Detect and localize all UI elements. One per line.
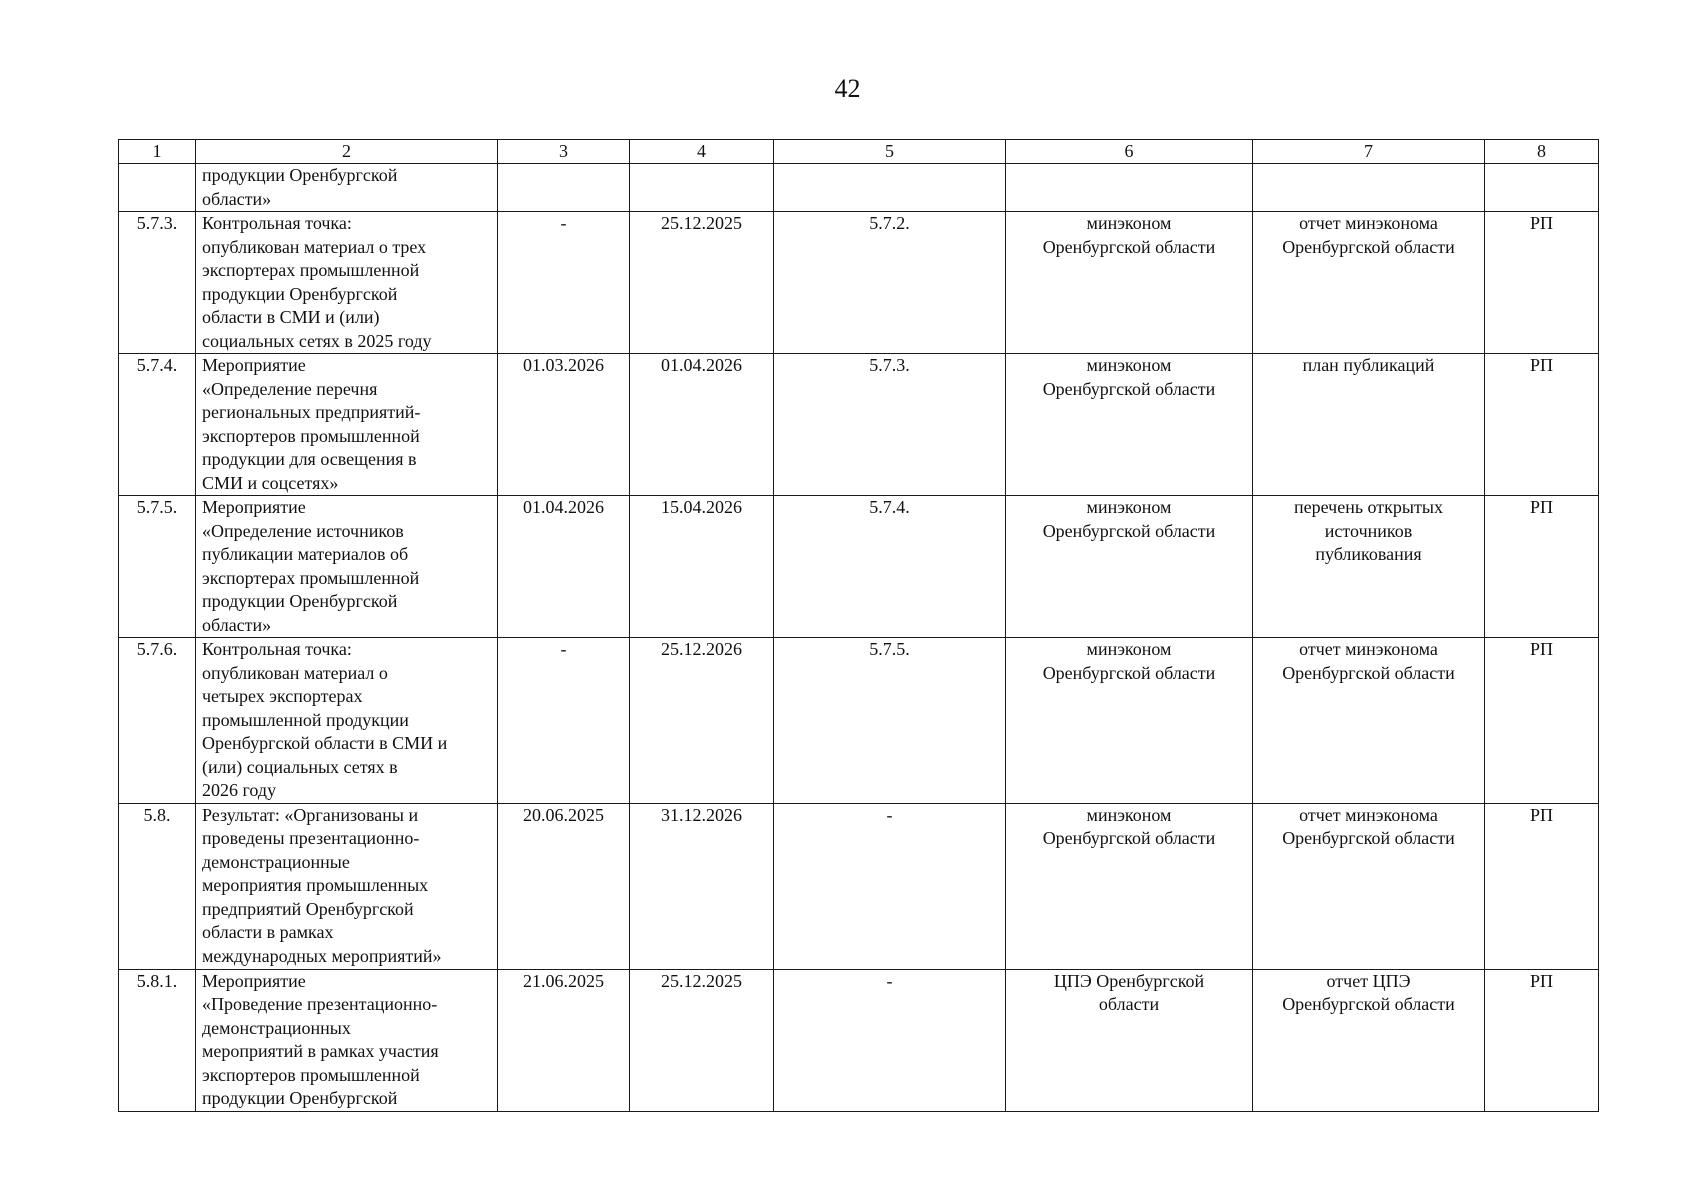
table-row [119,496,1599,638]
start-date: 21.06.2025 [498,969,630,1111]
item-name: Мероприятие «Определение перечня региональных предприятий- экспортеров промышленной продукции для освещения в СМИ и соцсетях» [196,354,498,496]
end-date: 25.12.2025 [630,212,774,354]
level: РП [1485,969,1599,1111]
column-number: 5 [774,140,1006,164]
item-name: Контрольная точка: опубликован материал о трех экспортерах промышленной продукции Оренбургской области в СМИ и (или) социальных сетях в 2025 году [196,212,498,354]
plan-table [118,139,1599,1112]
predecessor: - [774,803,1006,969]
level: РП [1485,803,1599,969]
document: перечень открытых источников публикования [1253,496,1485,638]
end-date: 25.12.2025 [630,969,774,1111]
table-row [119,803,1599,969]
responsible: минэконом Оренбургской области [1006,212,1253,354]
document: отчет ЦПЭ Оренбургской области [1253,969,1485,1111]
table-row [119,969,1599,1111]
predecessor: 5.7.5. [774,638,1006,804]
page-number: 42 [834,74,861,103]
item-number: 5.7.3. [119,212,196,354]
column-number: 7 [1253,140,1485,164]
responsible: минэконом Оренбургской области [1006,496,1253,638]
item-number [119,164,196,212]
document: отчет минэконома Оренбургской области [1253,803,1485,969]
column-number: 3 [498,140,630,164]
predecessor: 5.7.4. [774,496,1006,638]
responsible: минэконом Оренбургской области [1006,354,1253,496]
start-date: 20.06.2025 [498,803,630,969]
item-number: 5.8. [119,803,196,969]
item-name: Мероприятие «Проведение презентационно- демонстрационных мероприятий в рамках участия экспортеров промышленной продукции Оренбургской [196,969,498,1111]
item-name: продукции Оренбургской области» [196,164,498,212]
level: РП [1485,638,1599,804]
table-row [119,638,1599,804]
column-number: 6 [1006,140,1253,164]
start-date: - [498,212,630,354]
predecessor: 5.7.2. [774,212,1006,354]
start-date: 01.03.2026 [498,354,630,496]
responsible [1006,164,1253,212]
start-date: 01.04.2026 [498,496,630,638]
predecessor [774,164,1006,212]
level: РП [1485,354,1599,496]
document: отчет минэконома Оренбургской области [1253,212,1485,354]
document: план публикаций [1253,354,1485,496]
start-date [498,164,630,212]
responsible: минэконом Оренбургской области [1006,803,1253,969]
level [1485,164,1599,212]
item-number: 5.7.4. [119,354,196,496]
end-date: 31.12.2026 [630,803,774,969]
item-number: 5.7.5. [119,496,196,638]
item-name: Результат: «Организованы и проведены презентационно- демонстрационные мероприятия промышленных предприятий Оренбургской области в рамках международных мероприятий» [196,803,498,969]
responsible: минэконом Оренбургской области [1006,638,1253,804]
end-date: 01.04.2026 [630,354,774,496]
column-number: 1 [119,140,196,164]
column-number-row [119,140,1599,164]
start-date: - [498,638,630,804]
item-number: 5.7.6. [119,638,196,804]
predecessor: 5.7.3. [774,354,1006,496]
column-number: 2 [196,140,498,164]
document [1253,164,1485,212]
end-date: 15.04.2026 [630,496,774,638]
column-number: 4 [630,140,774,164]
level: РП [1485,496,1599,638]
document: отчет минэконома Оренбургской области [1253,638,1485,804]
table-row [119,212,1599,354]
end-date: 25.12.2026 [630,638,774,804]
item-name: Контрольная точка: опубликован материал о четырех экспортерах промышленной продукции Оренбургской области в СМИ и (или) социальных сетях в 2026 году [196,638,498,804]
table-row [119,354,1599,496]
level: РП [1485,212,1599,354]
responsible: ЦПЭ Оренбургской области [1006,969,1253,1111]
item-number: 5.8.1. [119,969,196,1111]
item-name: Мероприятие «Определение источников публикации материалов об экспортерах промышленной продукции Оренбургской области» [196,496,498,638]
predecessor: - [774,969,1006,1111]
table-row [119,164,1599,212]
column-number: 8 [1485,140,1599,164]
end-date [630,164,774,212]
